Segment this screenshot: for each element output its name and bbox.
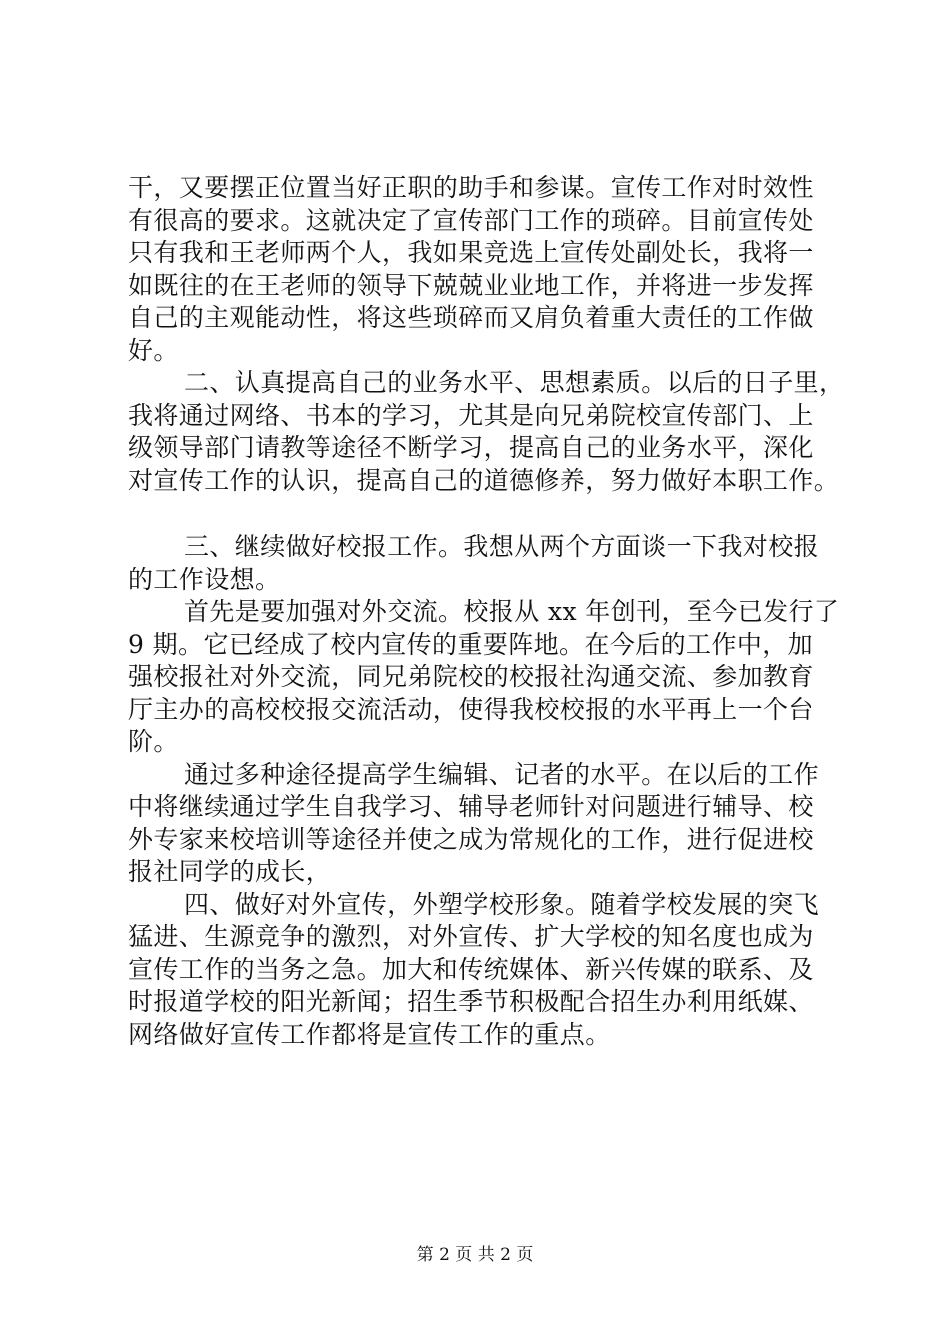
paragraph-6 [128, 889, 838, 1052]
paragraph-4 [128, 596, 838, 759]
paragraph-line: 只有我和王老师两个人，我如果竞选上宣传处副处长，我将一 [128, 238, 814, 267]
paragraph-line: 有很高的要求。这就决定了宣传部门工作的琐碎。目前宣传处 [128, 205, 814, 235]
paragraph-line: 阶。 [128, 727, 179, 756]
paragraph-line: 首先是要加强对外交流。校报从 xx 年创刊，至今已发行了 [184, 597, 840, 626]
paragraph-line: 对宣传工作的认识，提高自己的道德修养，努力做好本职工作。 [128, 465, 840, 495]
paragraph-line: 二、认真提高自己的业务水平、思想素质。以后的日子里， [184, 368, 845, 397]
paragraph-1 [128, 172, 838, 367]
paragraph-line: 9 期。它已经成了校内宣传的重要阵地。在今后的工作中，加 [128, 629, 814, 659]
paragraph-line: 干，又要摆正位置当好正职的助手和参谋。宣传工作对时效性 [128, 173, 814, 202]
paragraph-line: 时报道学校的阳光新闻；招生季节积极配合招生办利用纸媒、 [128, 987, 814, 1016]
paragraph-line: 猛进、生源竞争的激烈，对外宣传、扩大学校的知名度也成为 [128, 922, 814, 951]
paragraph-line: 网络做好宣传工作都将是宣传工作的重点。 [128, 1019, 611, 1049]
paragraph-5 [128, 759, 838, 889]
paragraph-line: 好。 [128, 335, 179, 365]
paragraph-line: 中将继续通过学生自我学习、辅导老师针对问题进行辅导、校 [128, 792, 814, 821]
paragraph-line: 宣传工作的当务之急。加大和传统媒体、新兴传媒的联系、及 [128, 954, 814, 984]
paragraph-line: 厅主办的高校校报交流活动，使得我校校报的水平再上一个台 [128, 694, 814, 724]
paragraph-line: 四、做好对外宣传，外塑学校形象。随着学校发展的突飞 [184, 889, 820, 919]
document-body [128, 172, 845, 1051]
paragraph-line: 如既往的在王老师的领导下兢兢业业地工作，并将进一步发挥 [128, 270, 814, 300]
paragraph-line: 自己的主观能动性，将这些琐碎而又肩负着重大责任的工作做 [128, 303, 814, 332]
page-number-label: 第 2 页 共 2 页 [416, 1245, 534, 1265]
paragraph-line: 强校报社对外交流，同兄弟院校的校报社沟通交流、参加教育 [128, 662, 814, 691]
paragraph-line: 三、继续做好校报工作。我想从两个方面谈一下我对校报 [184, 532, 820, 561]
paragraph-line: 通过多种途径提高学生编辑、记者的水平。在以后的工作 [184, 759, 820, 789]
paragraph-3 [128, 531, 838, 596]
paragraph-line: 外专家来校培训等途径并使之成为常规化的工作，进行促进校 [128, 824, 814, 854]
paragraph-line: 我将通过网络、书本的学习，尤其是向兄弟院校宣传部门、上 [128, 400, 814, 430]
page-footer [0, 1244, 950, 1266]
paragraph-2 [128, 367, 845, 497]
paragraph-line: 级领导部门请教等途径不断学习，提高自己的业务水平，深化 [128, 433, 814, 462]
paragraph-line: 的工作设想。 [128, 564, 281, 594]
paragraph-line: 报社同学的成长， [128, 857, 332, 886]
